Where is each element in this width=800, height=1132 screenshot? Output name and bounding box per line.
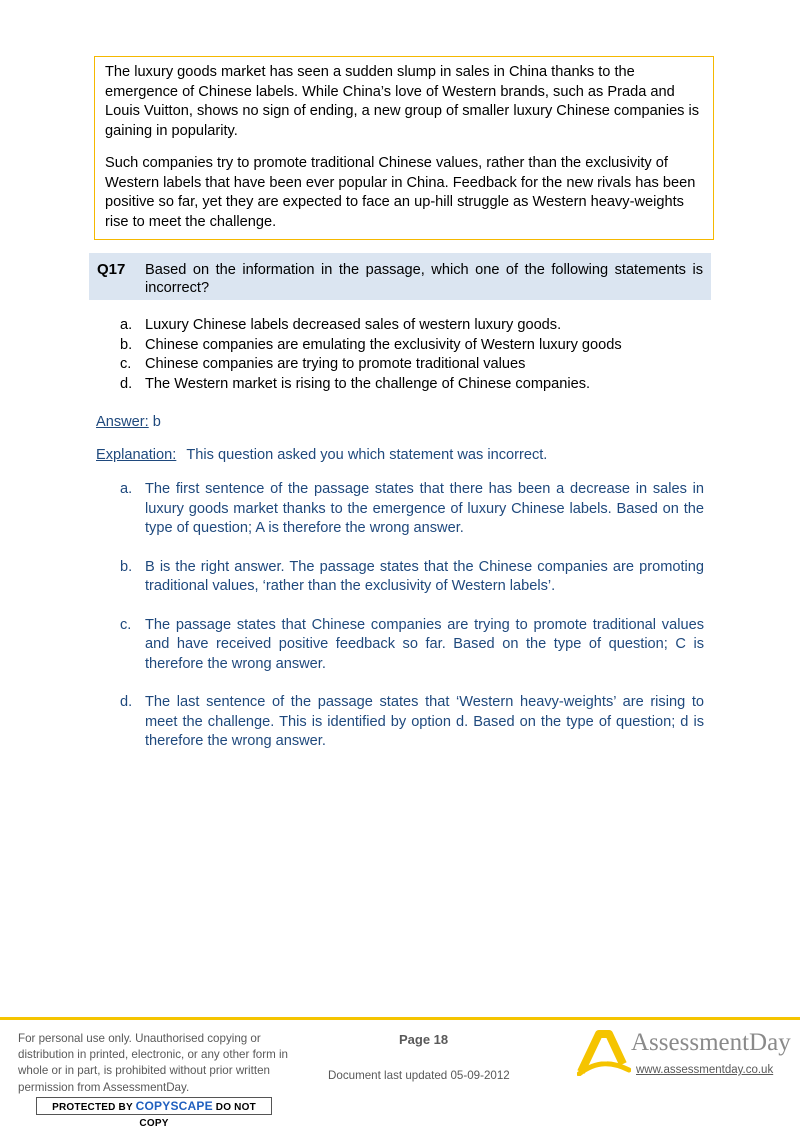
option-letter: d. <box>120 375 133 392</box>
option-letter: c. <box>120 356 132 373</box>
explanation-item-b <box>120 558 704 597</box>
option-c <box>120 355 720 375</box>
copyscape-badge[interactable] <box>36 1097 272 1129</box>
assessmentday-logo-icon <box>577 1030 631 1076</box>
explanation-intro: This question asked you which statement was incorrect. <box>186 447 548 463</box>
explanation-line <box>96 447 547 463</box>
passage-paragraph-1: The luxury goods market has seen a sudden slump in sales in China thanks to the emergence of Chinese labels. While China’s love of Western brands, such as Prada and Louis Vuitton, shows no sign of ending, a new group of smaller luxury Chinese companies is gaining in popularity. <box>105 64 700 139</box>
explanation-label: Explanation: <box>96 447 177 463</box>
explanation-text: The passage states that Chinese companies are trying to promote traditional values and have received positive feedback so far. Based on the type of question; C is therefore the wrong answer. <box>145 616 704 672</box>
answer-value: b <box>152 414 161 430</box>
option-b <box>120 336 720 356</box>
passage-paragraph-2: Such companies try to promote traditional Chinese values, rather than the exclusivity of Western labels that have been ever popular in China. Feedback for the new rivals has been positive so far, yet they are expected to face an up-hill struggle as Western heavy-weights rise to meet the challenge. <box>105 155 696 230</box>
question-header <box>89 253 711 300</box>
passage-box <box>94 56 714 240</box>
explanation-text: The first sentence of the passage states that there has been a decrease in sales in luxury goods market thanks to the emergence of luxury Chinese labels. Based on the type of question; A is therefore the wrong answer. <box>145 481 704 536</box>
answer-line <box>96 414 161 430</box>
brand-url-link[interactable]: www.assessmentday.co.uk <box>636 1064 774 1076</box>
option-text: Chinese companies are emulating the exclusivity of Western luxury goods <box>145 336 622 353</box>
option-text: The Western market is rising to the challenge of Chinese companies. <box>145 375 591 392</box>
question-number: Q17 <box>97 261 126 278</box>
option-text: Luxury Chinese labels decreased sales of western luxury goods. <box>145 317 562 333</box>
copyscape-right: DO NOT COPY <box>139 1102 256 1129</box>
copyscape-mid: COPYSCAPE <box>135 1099 213 1113</box>
option-letter: b. <box>120 336 133 353</box>
explanation-letter: d. <box>120 694 133 710</box>
page-number: Page 18 <box>399 1032 449 1047</box>
explanation-letter: a. <box>120 481 133 497</box>
option-a <box>120 316 720 336</box>
explanation-letter: c. <box>120 616 132 633</box>
explanation-item-a <box>120 480 704 539</box>
explanation-item-c <box>120 616 704 675</box>
explanation-text: B is the right answer. The passage states that the Chinese companies are promoting traditional values, ‘rather than the exclusivity of Western labels’. <box>145 558 704 594</box>
options-list <box>120 316 720 394</box>
explanation-item-d <box>120 693 704 752</box>
option-text: Chinese companies are trying to promote traditional values <box>145 356 526 373</box>
explanation-letter: b. <box>120 558 133 575</box>
copyscape-left: PROTECTED BY <box>52 1102 133 1113</box>
brand-name: AssessmentDay <box>631 1029 791 1056</box>
footer-divider <box>0 1017 800 1020</box>
footer-disclaimer: For personal use only. Unauthorised copying or distribution in printed, electronic, or any other form in whole or in part, is prohibited without prior written permission from AssessmentDay. <box>18 1032 289 1094</box>
option-d <box>120 375 720 395</box>
question-text: Based on the information in the passage, which one of the following statements is incorrect? <box>145 262 703 296</box>
answer-label: Answer: <box>96 414 149 430</box>
option-letter: a. <box>120 317 133 333</box>
document-updated: Document last updated 05-09-2012 <box>328 1069 510 1082</box>
explanation-list <box>120 480 704 771</box>
explanation-text: The last sentence of the passage states that ‘Western heavy-weights’ are rising to meet the challenge. This is identified by option d. Based on the type of question; d is therefore the wrong answer. <box>145 694 704 749</box>
